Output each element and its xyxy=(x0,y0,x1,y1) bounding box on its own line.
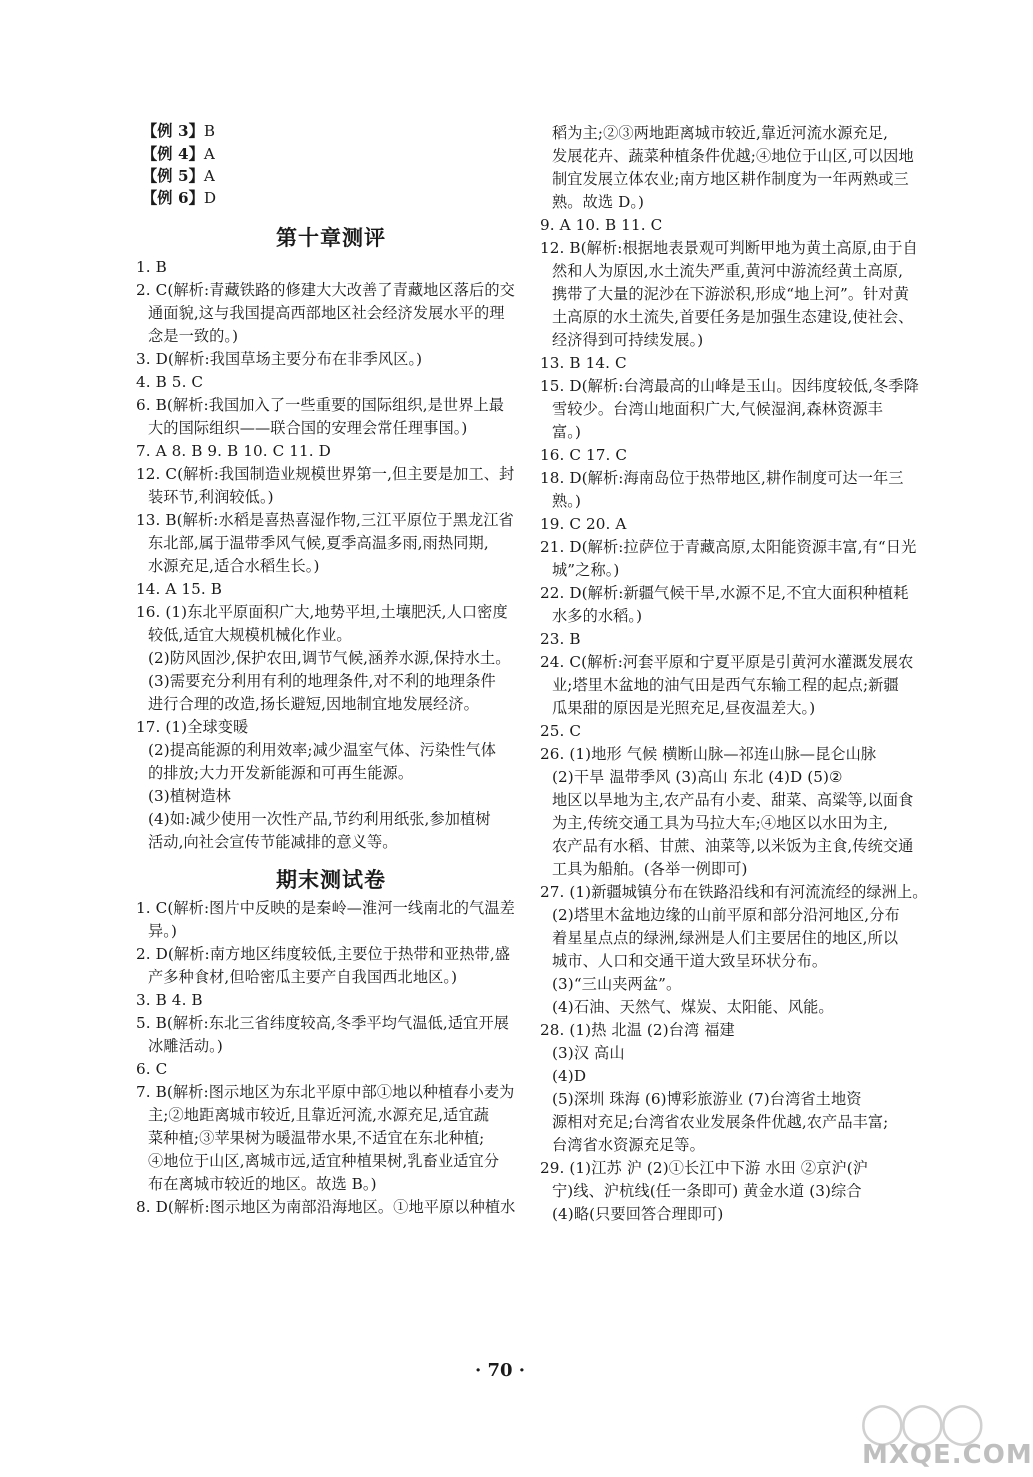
answer-line: 土高原的水土流失,首要任务是加强生态建设,使社会、 xyxy=(552,308,914,326)
answer-line: (2)干旱 温带季风 (3)高山 东北 (4)D (5)② xyxy=(552,768,843,786)
answer-line: 6. B(解析:我国加入了一些重要的国际组织,是世界上最 xyxy=(136,396,505,414)
example-4: 【例 4】A xyxy=(142,145,215,163)
example-6: 【例 6】D xyxy=(142,189,217,207)
answer-line: 16. (1)东北平原面积广大,地势平坦,土壤肥沃,人口密度 xyxy=(136,603,508,621)
answer-line: 2. C(解析:青藏铁路的修建大大改善了青藏地区落后的交 xyxy=(136,281,515,299)
example-3: 【例 3】B xyxy=(142,122,216,140)
answer-line: 的排放;大力开发新能源和可再生能源。 xyxy=(148,764,414,782)
answer-line: 熟。) xyxy=(552,492,582,510)
answer-line: (4)略(只要回答合理即可) xyxy=(552,1205,724,1223)
answer-line: 进行合理的改造,扬长避短,因地制宜地发展经济。 xyxy=(148,695,479,713)
answer-line: ④地位于山区,离城市远,适宜种植果树,乳畜业适宜分 xyxy=(148,1152,500,1170)
answer-line: (3)植树造林 xyxy=(148,787,231,805)
answer-line: 28. (1)热 北温 (2)台湾 福建 xyxy=(540,1021,735,1039)
answer-line: 2. D(解析:南方地区纬度较低,主要位于热带和亚热带,盛 xyxy=(136,945,511,963)
answer-line: 地区以旱地为主,农产品有小麦、甜菜、高粱等,以面食 xyxy=(552,791,914,809)
answer-line: 14. A 15. B xyxy=(136,580,223,598)
answer-line: 15. D(解析:台湾最高的山峰是玉山。因纬度较低,冬季降 xyxy=(540,377,919,395)
answer-line: (2)提高能源的利用效率;减少温室气体、污染性气体 xyxy=(148,741,497,759)
answer-line: 7. B(解析:图示地区为东北平原中部①地以种植春小麦为 xyxy=(136,1083,515,1101)
answer-line: 较低,适宜大规模机械化作业。 xyxy=(148,626,352,644)
watermark-logo xyxy=(800,1400,1033,1475)
answer-line: 东北部,属于温带季风气候,夏季高温多雨,雨热同期, xyxy=(148,534,489,552)
answer-line: 布在离城市较近的地区。故选 B。) xyxy=(148,1175,377,1193)
answer-line: 异。) xyxy=(148,922,178,940)
answer-line: 12. C(解析:我国制造业规模世界第一,但主要是加工、封 xyxy=(136,465,515,483)
answer-line: 大的国际组织——联合国的安理会常任理事国。) xyxy=(148,419,468,437)
answer-line: 25. C xyxy=(540,722,582,740)
answer-line: 活动,向社会宣传节能减排的意义等。 xyxy=(148,833,398,851)
answer-line: 工具为船舶。(各举一例即可) xyxy=(552,860,748,878)
answer-line: 7. A 8. B 9. B 10. C 11. D xyxy=(136,442,331,460)
answer-line: 1. B xyxy=(136,258,167,276)
answer-line: 16. C 17. C xyxy=(540,446,628,464)
answer-line: 然和人为原因,水土流失严重,黄河中游流经黄土高原, xyxy=(552,262,904,280)
answer-line: (3)汉 高山 xyxy=(552,1044,625,1062)
answer-line: 雪较少。台湾山地面积广大,气候湿润,森林资源丰 xyxy=(552,400,883,418)
answer-line: 瓜果甜的原因是光照充足,昼夜温差大。) xyxy=(552,699,816,717)
answer-line: 稻为主;②③两地距离城市较近,靠近河流水源充足, xyxy=(552,124,889,142)
answer-line: 26. (1)地形 气候 横断山脉—祁连山脉—昆仑山脉 xyxy=(540,745,877,763)
answer-line: 经济得到可持续发展。) xyxy=(552,331,704,349)
answer-line: (5)深圳 珠海 (6)博彩旅游业 (7)台湾省土地资 xyxy=(552,1090,862,1108)
answer-line: 3. B 4. B xyxy=(136,991,203,1009)
answer-line: 冰雕活动。) xyxy=(148,1037,223,1055)
answer-line: 27. (1)新疆城镇分布在铁路沿线和有河流流经的绿洲上。 xyxy=(540,883,928,901)
answer-line: (2)塔里木盆地边缘的山前平原和部分沿河地区,分布 xyxy=(552,906,900,924)
answer-line: 宁)线、沪杭线(任一条即可) 黄金水道 (3)综合 xyxy=(552,1182,862,1200)
answer-line: 着星星点点的绿洲,绿洲是人们主要居住的地区,所以 xyxy=(552,929,899,947)
answer-line: (2)防风固沙,保护农田,调节气候,涵养水源,保持水土。 xyxy=(148,649,511,667)
answer-line: (4)如:减少使用一次性产品,节约利用纸张,参加植树 xyxy=(148,810,491,828)
answer-line: 17. (1)全球变暖 xyxy=(136,718,249,736)
answer-line: 13. B(解析:水稻是喜热喜湿作物,三江平原位于黑龙江省 xyxy=(136,511,514,529)
answer-line: 城市、人口和交通干道大致呈环状分布。 xyxy=(552,952,828,970)
answer-line: 产多种食材,但哈密瓜主要产自我国西北地区。) xyxy=(148,968,458,986)
answer-line: 5. B(解析:东北三省纬度较高,冬季平均气温低,适宜开展 xyxy=(136,1014,510,1032)
answer-line: 熟。故选 D。) xyxy=(552,193,645,211)
answer-line: 4. B 5. C xyxy=(136,373,204,391)
answer-line: 城”之称。) xyxy=(552,561,620,579)
answer-line: 念是一致的。) xyxy=(148,327,239,345)
watermark-text: MXQE.COM xyxy=(862,1440,1033,1470)
answer-line: 8. D(解析:图示地区为南部沿海地区。①地平原以种植水 xyxy=(136,1198,516,1216)
watermark-glyph-icon: ◯ xyxy=(940,1400,985,1446)
answer-line: 22. D(解析:新疆气候干旱,水源不足,不宜大面积种植耗 xyxy=(540,584,909,602)
answer-line: 主;②地距离城市较近,且靠近河流,水源充足,适宜蔬 xyxy=(148,1106,490,1124)
answer-line: (4)石油、天然气、煤炭、太阳能、风能。 xyxy=(552,998,834,1016)
answer-line: 9. A 10. B 11. C xyxy=(540,216,663,234)
answer-line: 发展花卉、蔬菜种植条件优越;④地位于山区,可以因地 xyxy=(552,147,914,165)
answer-line: 菜种植;③苹果树为暖温带水果,不适宜在东北种植; xyxy=(148,1129,485,1147)
answer-line: 业;塔里木盆地的油气田是西气东输工程的起点;新疆 xyxy=(552,676,899,694)
answer-line: 29. (1)江苏 沪 (2)①长江中下游 水田 ②京沪(沪 xyxy=(540,1159,869,1177)
answer-line: 21. D(解析:拉萨位于青藏高原,太阳能资源丰富,有“日光 xyxy=(540,538,917,556)
answer-line: (4)D xyxy=(552,1067,587,1085)
answer-line: 3. D(解析:我国草场主要分布在非季风区。) xyxy=(136,350,423,368)
example-5: 【例 5】A xyxy=(142,167,215,185)
section-heading-final-exam: 期末测试卷 xyxy=(276,868,386,892)
answer-line: 24. C(解析:河套平原和宁夏平原是引黄河水灌溉发展农 xyxy=(540,653,914,671)
answer-line: 制宜发展立体农业;南方地区耕作制度为一年两熟或三 xyxy=(552,170,909,188)
answer-line: 13. B 14. C xyxy=(540,354,627,372)
answer-line: 装环节,利润较低。) xyxy=(148,488,274,506)
page-number: · 70 · xyxy=(474,1360,526,1381)
answer-line: 6. C xyxy=(136,1060,168,1078)
answer-line: 水多的水稻。) xyxy=(552,607,643,625)
answer-line: 12. B(解析:根据地表景观可判断甲地为黄土高原,由于自 xyxy=(540,239,918,257)
section-heading-chapter10: 第十章测评 xyxy=(276,226,386,250)
answer-line: 农产品有水稻、甘蔗、油菜等,以米饭为主食,传统交通 xyxy=(552,837,914,855)
answer-line: 携带了大量的泥沙在下游淤积,形成“地上河”。针对黄 xyxy=(552,285,909,303)
answer-line: 水源充足,适合水稻生长。) xyxy=(148,557,320,575)
answer-line: (3)“三山夹两盆”。 xyxy=(552,975,682,993)
watermark-glyph-icon: ◯ xyxy=(860,1400,905,1446)
answer-line: 通面貌,这与我国提高西部地区社会经济发展水平的理 xyxy=(148,304,505,322)
answer-line: 台湾省水资源充足等。 xyxy=(552,1136,705,1154)
answer-line: 1. C(解析:图片中反映的是秦岭—淮河一线南北的气温差 xyxy=(136,899,515,917)
answer-line: 23. B xyxy=(540,630,581,648)
watermark-glyph-icon: ◯ xyxy=(900,1400,945,1446)
answer-line: 源相对充足;台湾省农业发展条件优越,农产品丰富; xyxy=(552,1113,889,1131)
answer-line: 为主,传统交通工具为马拉大车;④地区以水田为主, xyxy=(552,814,889,832)
answer-line: 19. C 20. A xyxy=(540,515,627,533)
answer-line: (3)需要充分利用有利的地理条件,对不利的地理条件 xyxy=(148,672,496,690)
answer-line: 18. D(解析:海南岛位于热带地区,耕作制度可达一年三 xyxy=(540,469,904,487)
answer-line: 富。) xyxy=(552,423,582,441)
